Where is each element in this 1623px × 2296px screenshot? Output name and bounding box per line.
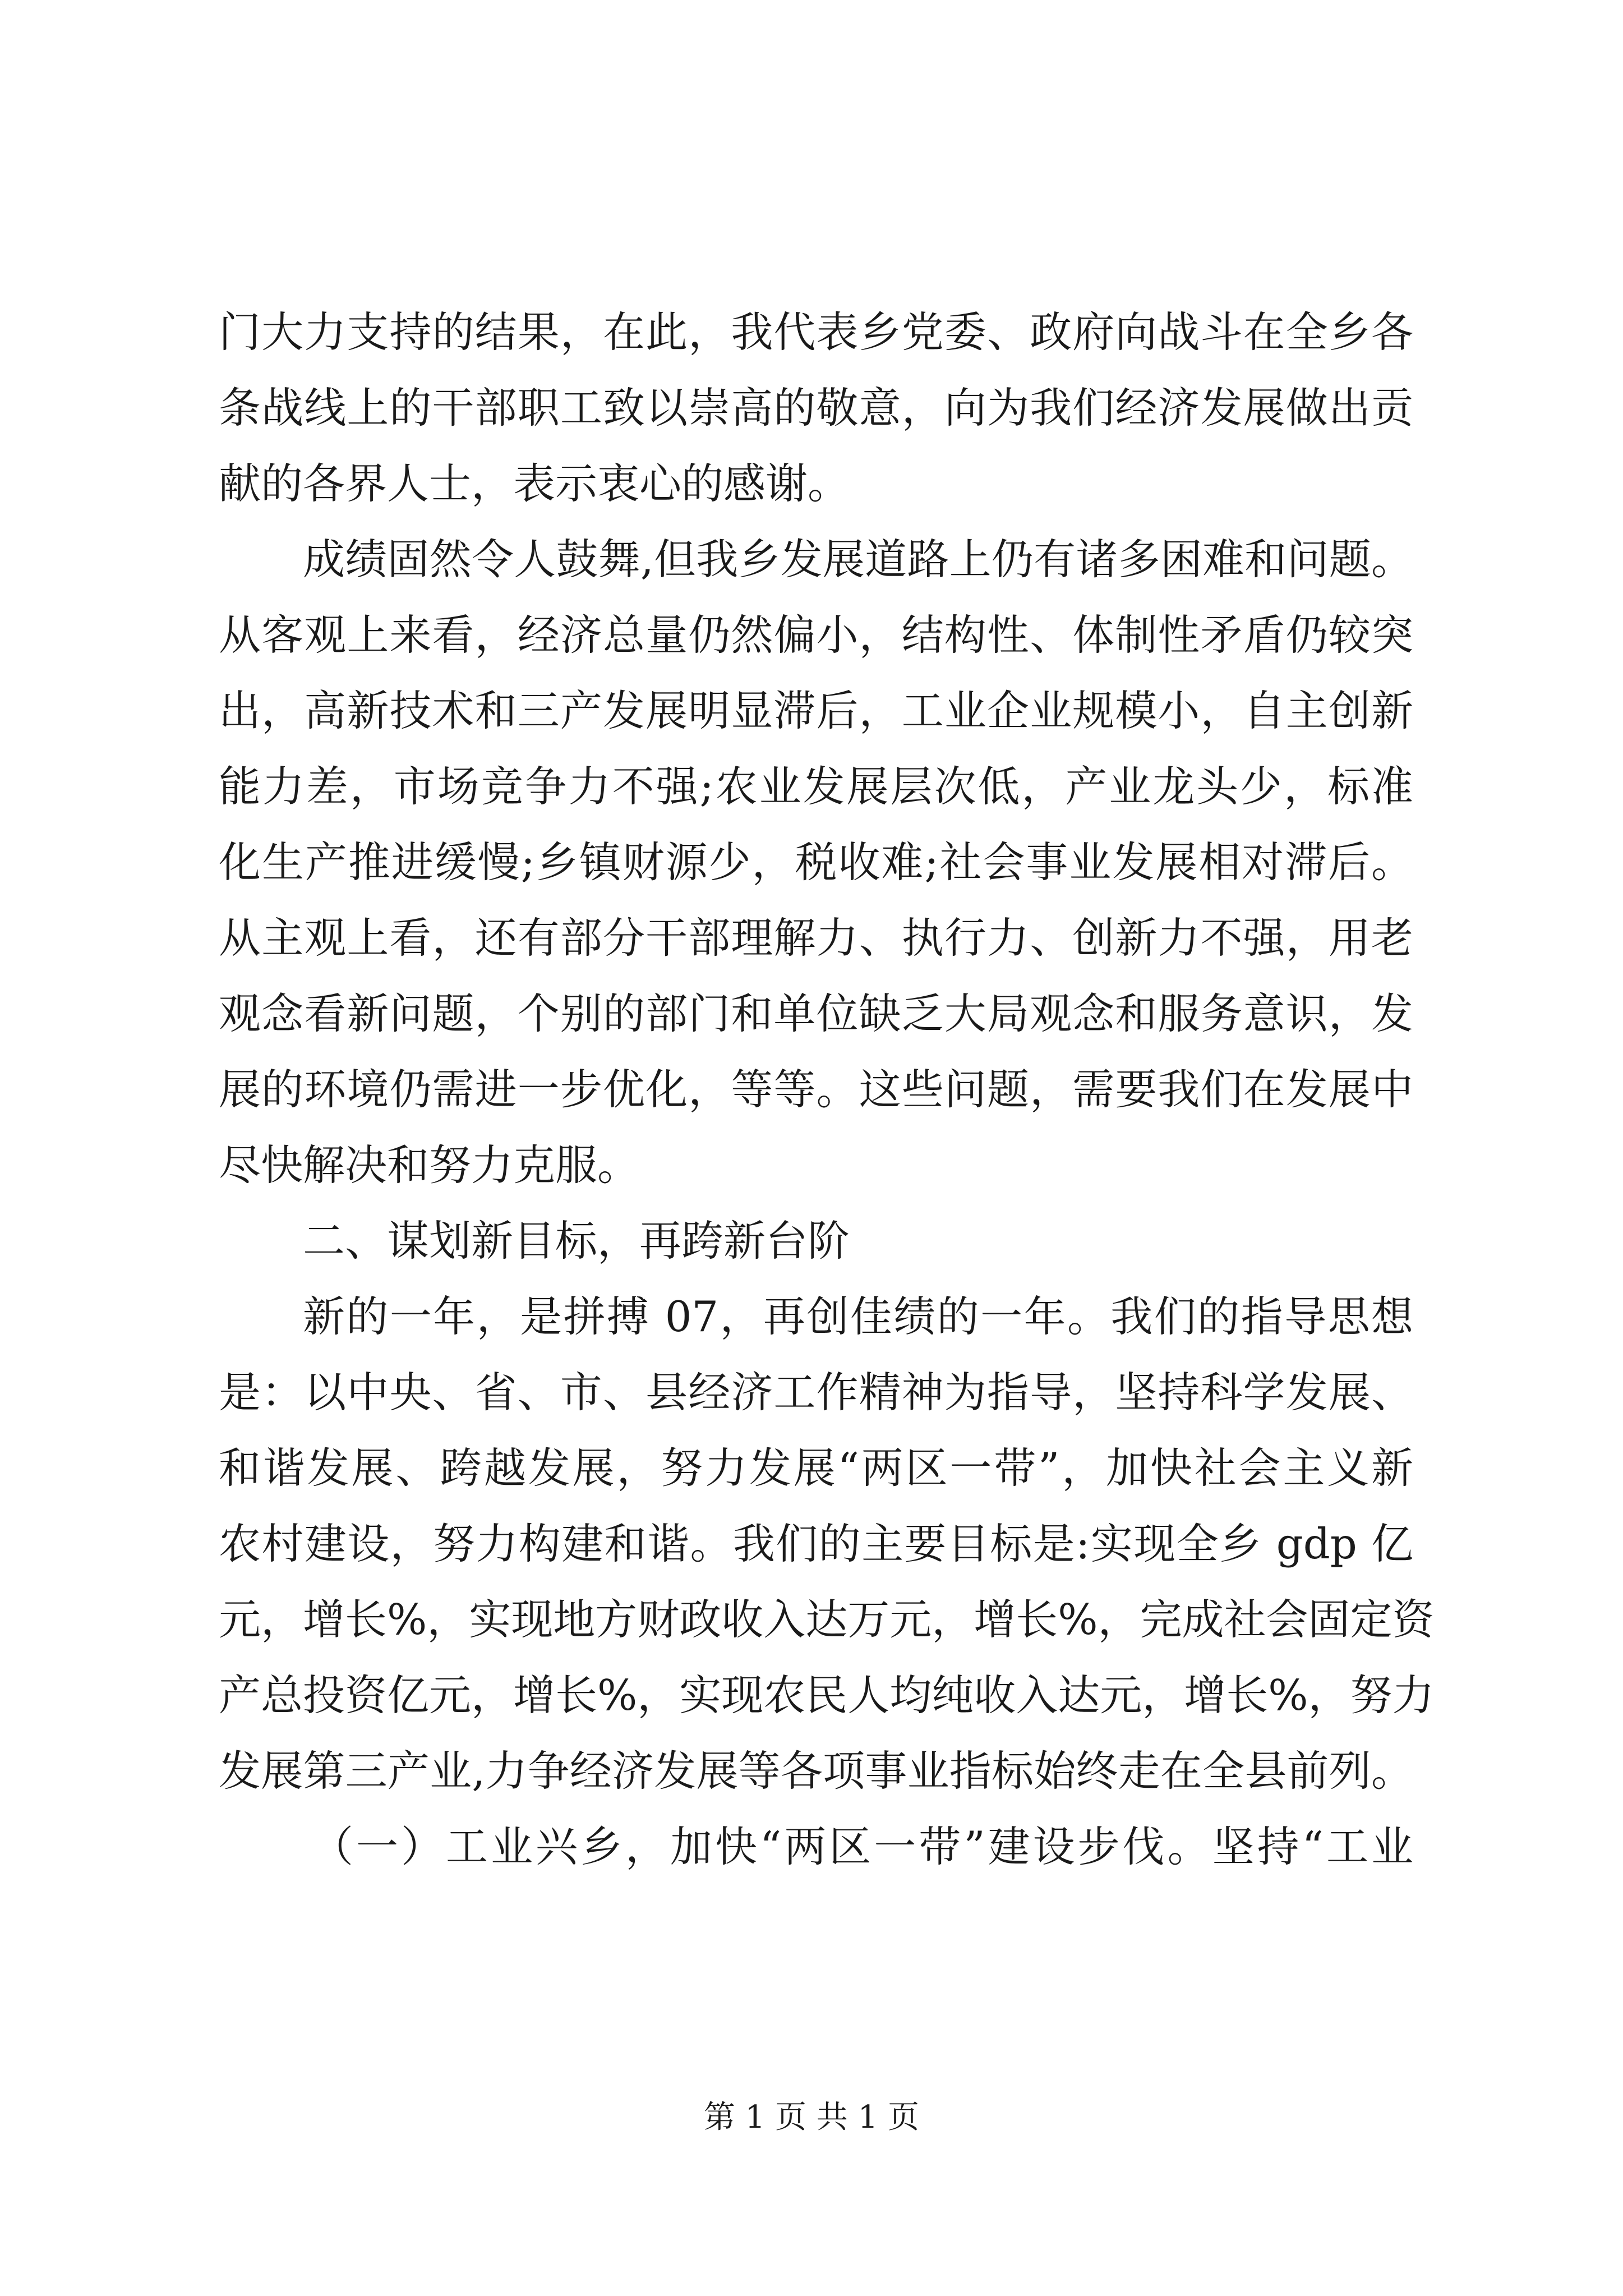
text-line: 是：以中央、省、市、县经济工作精神为指导，坚持科学发展、 bbox=[219, 1368, 1413, 1417]
text-line: 尽快解决和努力克服。 bbox=[219, 1140, 640, 1190]
text-line: 献的各界人士，表示衷心的感谢。 bbox=[219, 459, 850, 508]
text-line: 新的一年，是拼搏 07，再创佳绩的一年。我们的指导思想 bbox=[303, 1292, 1413, 1341]
text-line: 发展第三产业,力争经济发展等各项事业指标始终走在全县前列。 bbox=[219, 1746, 1413, 1796]
text-line: 门大力支持的结果，在此，我代表乡党委、政府向战斗在全乡各 bbox=[219, 307, 1413, 357]
text-line: 产总投资亿元，增长%，实现农民人均纯收入达元，增长%，努力 bbox=[219, 1671, 1435, 1720]
text-line: 观念看新问题，个别的部门和单位缺乏大局观念和服务意识，发 bbox=[219, 989, 1413, 1038]
text-line: 出，高新技术和三产发展明显滞后，工业企业规模小，自主创新 bbox=[219, 686, 1413, 735]
page-number: 第 1 页 共 1 页 bbox=[703, 2099, 920, 2136]
text-line: 农村建设，努力构建和谐。我们的主要目标是:实现全乡 gdp 亿 bbox=[219, 1519, 1413, 1568]
text-line: 化生产推进缓慢;乡镇财源少，税收难;社会事业发展相对滞后。 bbox=[219, 838, 1413, 887]
text-line: 展的环境仍需进一步优化，等等。这些问题，需要我们在发展中 bbox=[219, 1065, 1413, 1114]
text-line: 从主观上看，还有部分干部理解力、执行力、创新力不强，用老 bbox=[219, 913, 1413, 963]
page-footer bbox=[0, 2098, 1623, 2137]
text-line: 从客观上来看，经济总量仍然偏小，结构性、体制性矛盾仍较突 bbox=[219, 610, 1413, 660]
text-line: （一）工业兴乡，加快“两区一带”建设步伐。坚持“工业 bbox=[311, 1822, 1413, 1871]
text-line: 条战线上的干部职工致以崇高的敬意，向为我们经济发展做出贡 bbox=[219, 383, 1413, 432]
section-heading: 二、谋划新目标，再跨新台阶 bbox=[303, 1216, 850, 1266]
text-line: 能力差，市场竞争力不强;农业发展层次低，产业龙头少，标准 bbox=[219, 762, 1413, 811]
document-body bbox=[219, 295, 1435, 1885]
text-line: 元，增长%，实现地方财政收入达万元，增长%，完成社会固定资 bbox=[219, 1595, 1435, 1644]
text-line: 成绩固然令人鼓舞,但我乡发展道路上仍有诸多困难和问题。 bbox=[303, 535, 1413, 584]
text-line: 和谐发展、跨越发展，努力发展“两区一带”，加快社会主义新 bbox=[219, 1443, 1413, 1493]
